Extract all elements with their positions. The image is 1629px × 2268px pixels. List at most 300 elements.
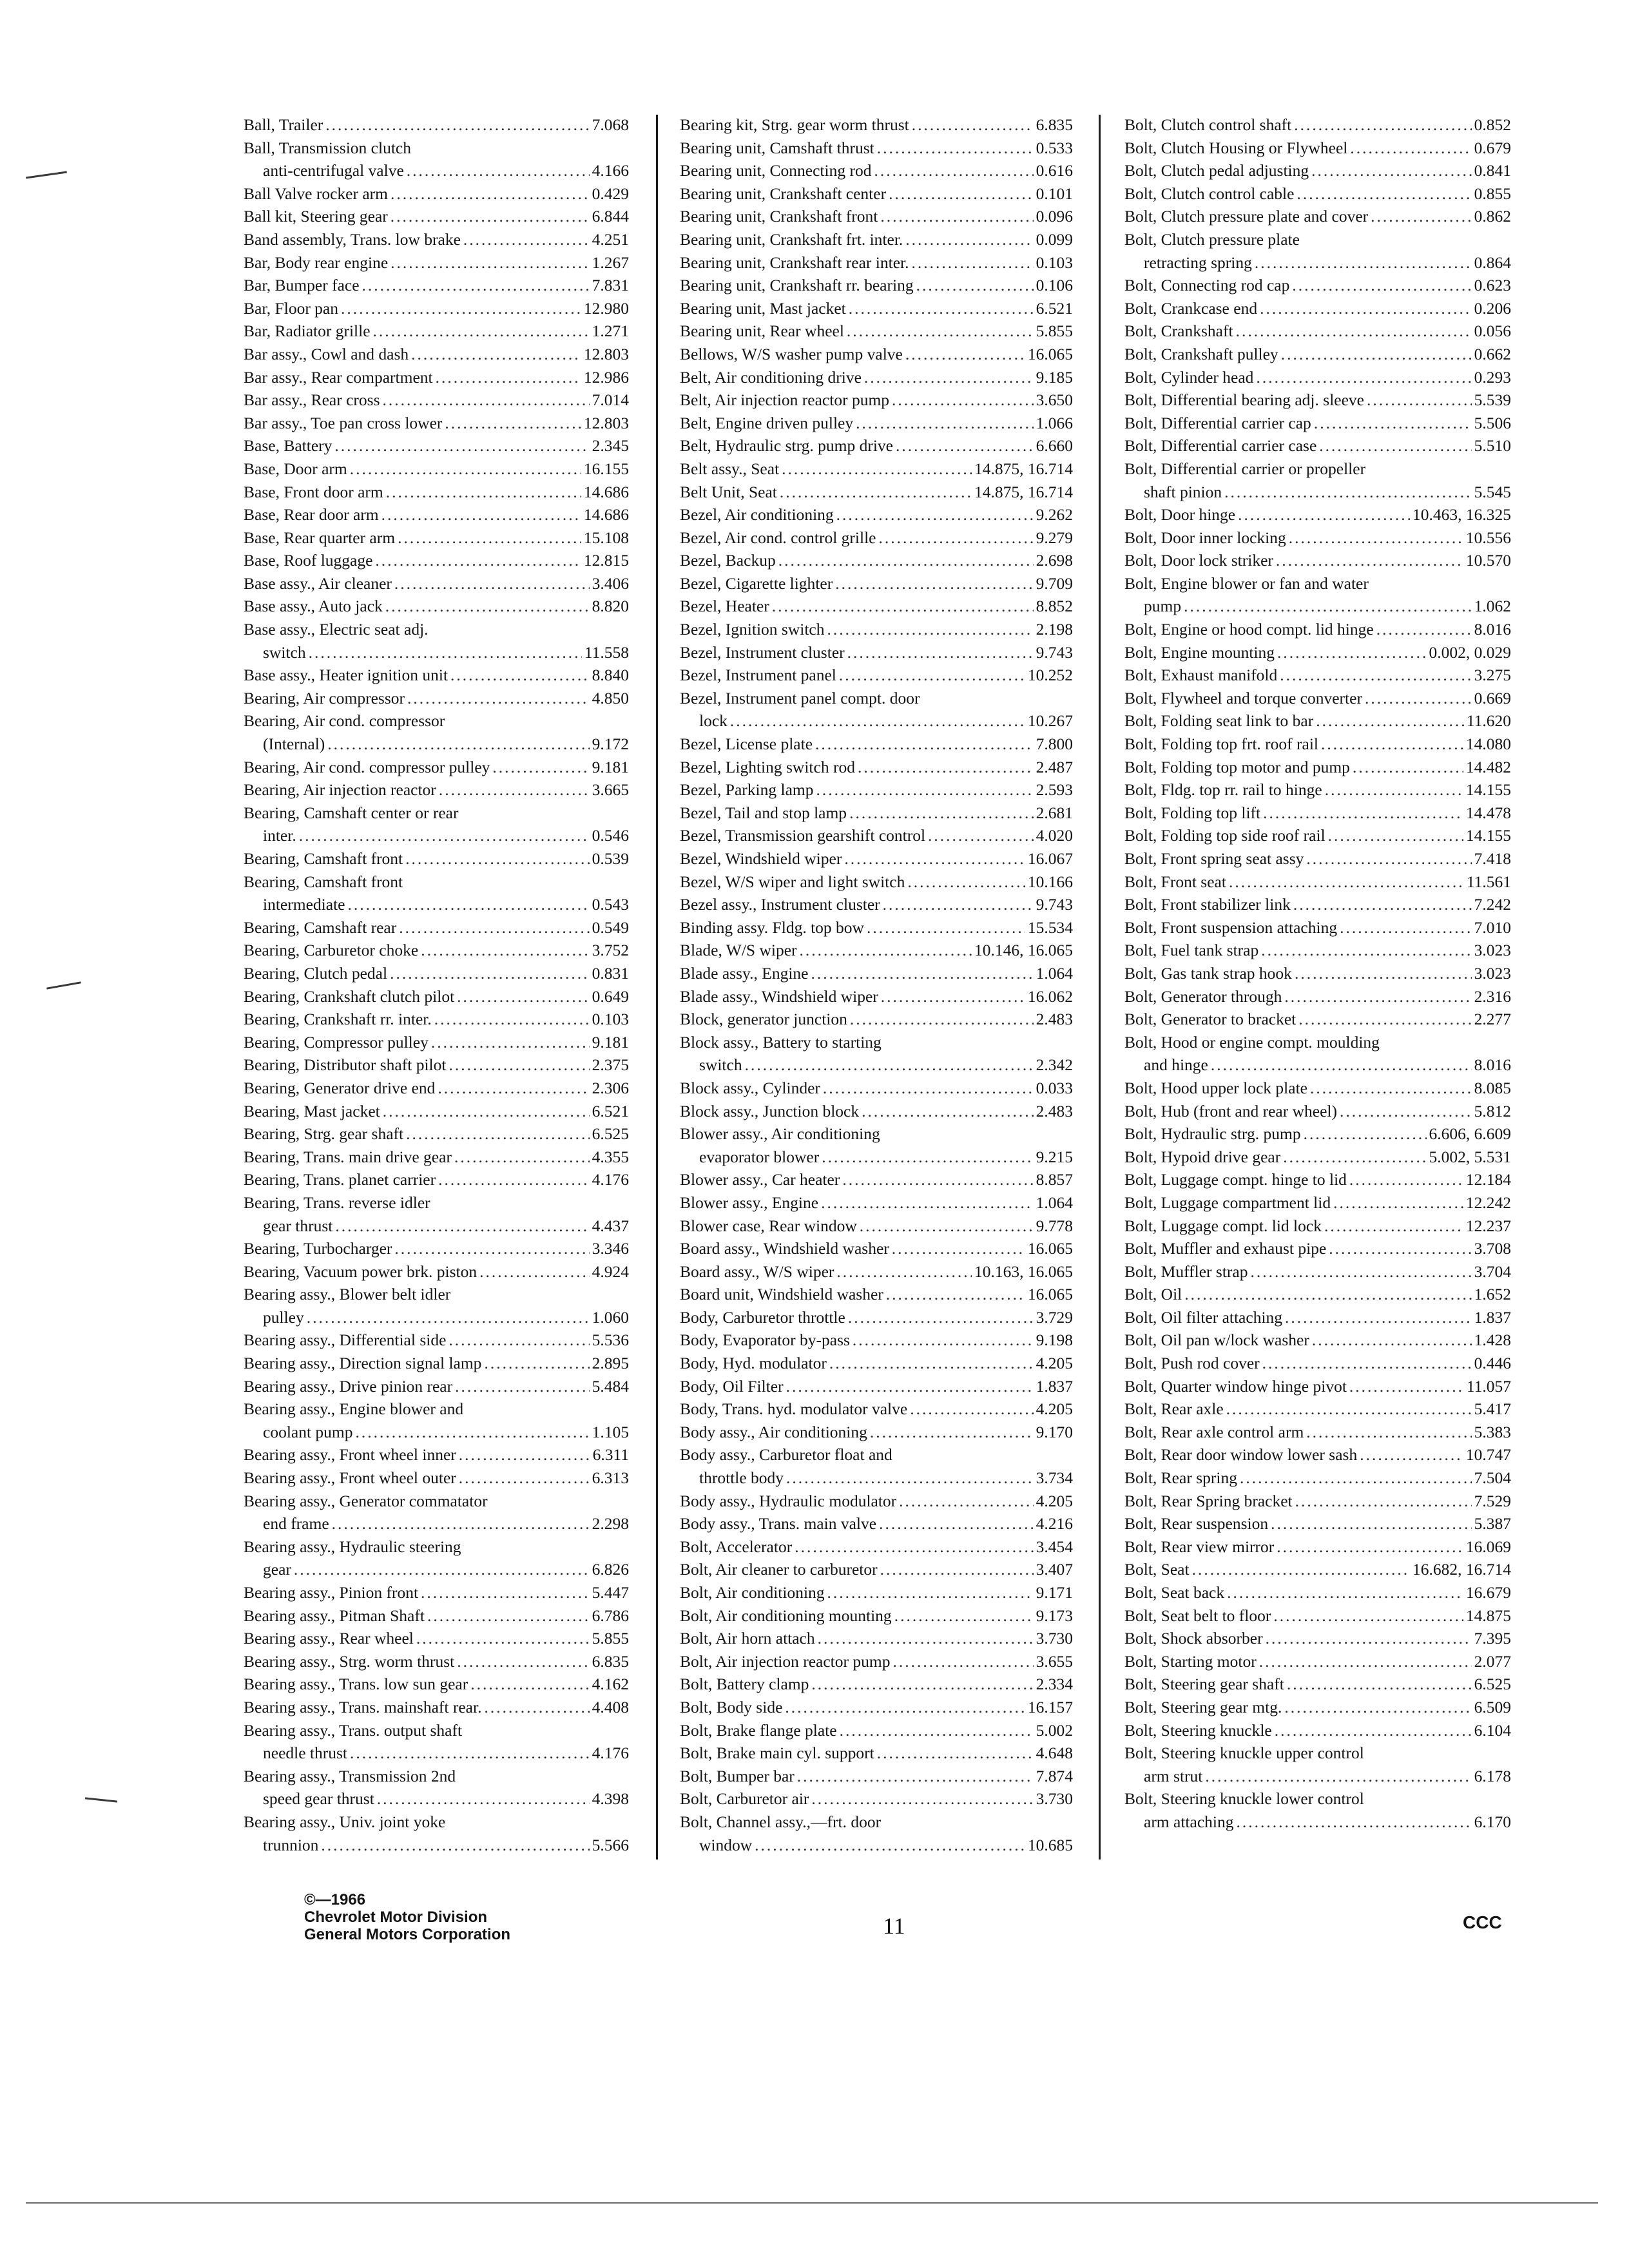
entry-label: Bearing, Clutch pedal [244, 963, 388, 983]
entry-reference: 16.155 [583, 459, 629, 478]
entry-label: Body, Hyd. modulator [680, 1354, 827, 1373]
leader-dots [1226, 1398, 1472, 1421]
index-entry [1124, 343, 1511, 366]
index-entry [680, 1053, 1073, 1077]
entry-reference: 10.556 [1465, 528, 1511, 547]
entry-label: intermediate [263, 895, 345, 914]
leader-dots [1184, 595, 1472, 618]
entry-label: inter. [263, 826, 296, 845]
entry-reference: 2.277 [1474, 1010, 1511, 1029]
index-entry [244, 251, 629, 274]
entry-reference: 10.747 [1465, 1445, 1511, 1465]
index-entry [680, 1306, 1073, 1329]
entry-reference: 7.395 [1474, 1629, 1511, 1648]
index-entry [1124, 962, 1511, 985]
entry-label: Bearing, Air cond. compressor pulley [244, 757, 490, 776]
index-column-2 [680, 113, 1073, 1856]
entry-label: Base, Battery [244, 436, 333, 456]
leader-dots [492, 756, 589, 779]
leader-dots [1273, 1604, 1463, 1628]
index-entry [680, 824, 1073, 847]
entry-label: Bar assy., Toe pan cross lower [244, 413, 443, 432]
leader-dots [1285, 1306, 1472, 1329]
index-entry [244, 1604, 629, 1628]
entry-reference: 11.558 [584, 642, 629, 662]
leader-dots [1314, 412, 1472, 435]
index-entry [244, 572, 629, 595]
entry-label: Bolt, Hypoid drive gear [1124, 1147, 1281, 1166]
index-entry [244, 1168, 629, 1191]
entry-label: Bearing unit, Camshaft thrust [680, 138, 874, 157]
entry-label: Bolt, Front seat [1124, 872, 1226, 891]
entry-label: Bolt, Clutch pedal adjusting [1124, 161, 1309, 180]
leader-dots [381, 503, 581, 526]
index-entry [1124, 205, 1511, 228]
index-entry [244, 343, 629, 366]
entry-reference: 1.837 [1474, 1307, 1511, 1327]
index-entry [1124, 802, 1511, 825]
entry-reference: 10.267 [1027, 711, 1073, 731]
leader-dots [309, 641, 582, 664]
entry-reference: 2.375 [592, 1055, 629, 1075]
entry-reference: 1.066 [1036, 413, 1073, 432]
index-entry [680, 756, 1073, 779]
entry-label: Bolt, Door hinge [1124, 505, 1236, 524]
index-entry [244, 1306, 629, 1329]
entry-label: Bearing unit, Crankshaft frt. inter. [680, 229, 903, 249]
index-entry [680, 481, 1073, 504]
entry-label: Bearing unit, Rear wheel [680, 322, 844, 341]
index-entry [244, 137, 629, 160]
entry-reference: 7.068 [592, 115, 629, 134]
leader-dots [730, 709, 1025, 733]
entry-reference: 0.855 [1474, 184, 1511, 203]
index-entry [680, 893, 1073, 916]
leader-dots [1229, 870, 1464, 894]
leader-dots [1295, 1490, 1472, 1513]
leader-dots [394, 572, 590, 595]
index-entry [244, 1650, 629, 1673]
entry-reference: 0.539 [592, 849, 629, 868]
entry-label: Bolt, Oil [1124, 1285, 1182, 1304]
entry-label: throttle body [699, 1468, 784, 1488]
entry-label: Bearing assy., Differential side [244, 1331, 447, 1350]
entry-label: Bolt, Gas tank strap hook [1124, 963, 1292, 983]
entry-label: Bearing, Camshaft front [244, 872, 403, 891]
leader-dots [795, 1535, 1033, 1559]
entry-label: Body assy., Air conditioning [680, 1422, 867, 1441]
entry-reference: 6.786 [592, 1606, 629, 1625]
index-entry [244, 320, 629, 343]
leader-dots [321, 1834, 589, 1857]
entry-label: Bar, Bumper face [244, 276, 360, 295]
entry-reference: 2.895 [592, 1354, 629, 1373]
entry-label: Bearing assy., Generator commatator [244, 1491, 488, 1510]
index-entry [680, 457, 1073, 481]
leader-dots [334, 434, 589, 457]
entry-reference: 0.549 [592, 918, 629, 937]
index-entry [680, 1558, 1073, 1581]
leader-dots [416, 1627, 590, 1650]
entry-label: Bolt, Hood upper lock plate [1124, 1078, 1307, 1097]
leader-dots [880, 205, 1033, 228]
leader-dots [874, 159, 1033, 182]
entry-reference: 5.855 [592, 1629, 629, 1648]
entry-label: Bolt, Differential carrier cap [1124, 413, 1311, 432]
leader-dots [1281, 343, 1472, 366]
leader-dots [755, 1834, 1025, 1857]
index-entry [680, 870, 1073, 894]
index-entry [244, 366, 629, 389]
leader-dots [1329, 1237, 1471, 1260]
entry-label: Bearing assy., Drive pinion rear [244, 1376, 453, 1396]
leader-dots [1192, 1558, 1410, 1581]
entry-reference: 3.454 [1036, 1537, 1073, 1556]
entry-label: Bolt, Folding top frt. roof rail [1124, 735, 1319, 754]
entry-label: gear thrust [263, 1216, 333, 1235]
leader-dots [1311, 159, 1471, 182]
entry-label: Bolt, Clutch pressure plate and cover [1124, 207, 1369, 226]
entry-label: Bezel, Backup [680, 551, 776, 570]
index-entry [1124, 595, 1511, 618]
entry-reference: 2.334 [1036, 1675, 1073, 1694]
index-entry [680, 1650, 1073, 1673]
entry-reference: 14.482 [1465, 757, 1511, 776]
entry-reference: 9.709 [1036, 573, 1073, 593]
entry-label: Bearing assy., Univ. joint yoke [244, 1812, 446, 1831]
entry-reference: 16.065 [1027, 1239, 1073, 1258]
leader-dots [780, 481, 972, 504]
leader-dots [1262, 1352, 1472, 1375]
entry-label: Bearing assy., Blower belt idler [244, 1285, 451, 1304]
index-entry [680, 641, 1073, 664]
entry-label: Bolt, Rear suspension [1124, 1514, 1269, 1533]
entry-label: and hinge [1144, 1055, 1208, 1075]
leader-dots [386, 481, 581, 504]
index-entry [1124, 939, 1511, 962]
index-entry [244, 1558, 629, 1581]
index-entry [244, 1375, 629, 1398]
entry-label: Bolt, Seat [1124, 1560, 1190, 1579]
leader-dots [800, 939, 972, 962]
entry-reference: 8.820 [592, 597, 629, 616]
leader-dots [398, 526, 581, 550]
index-entry [1124, 320, 1511, 343]
index-entry [680, 1787, 1073, 1811]
entry-reference: 5.387 [1474, 1514, 1511, 1533]
leader-dots [1280, 664, 1471, 687]
entry-label: Bar, Radiator grille [244, 322, 371, 341]
entry-label: Bearing assy., Front wheel outer [244, 1468, 456, 1488]
entry-reference: 0.623 [1474, 276, 1511, 295]
entry-reference: 9.743 [1036, 895, 1073, 914]
entry-reference: 2.593 [1036, 780, 1073, 800]
entry-label: arm attaching [1144, 1812, 1234, 1831]
leader-dots [879, 526, 1034, 550]
entry-label: Bolt, Muffler and exhaust pipe [1124, 1239, 1327, 1258]
index-entry [680, 159, 1073, 182]
publisher-block [304, 1891, 510, 1943]
index-entry [680, 1031, 1073, 1054]
leader-dots [785, 1696, 1025, 1719]
leader-dots [880, 1558, 1034, 1581]
index-entry [244, 1581, 629, 1604]
index-entry [244, 1512, 629, 1535]
leader-dots [325, 113, 589, 137]
entry-reference: 3.704 [1474, 1262, 1511, 1281]
entry-reference: 4.355 [592, 1147, 629, 1166]
entry-label: Bezel, Windshield wiper [680, 849, 842, 868]
index-entry [244, 824, 629, 847]
entry-label: Bolt, Crankshaft [1124, 322, 1233, 341]
leader-dots [294, 1558, 590, 1581]
entry-label: Body assy., Hydraulic modulator [680, 1491, 897, 1510]
entry-reference: 6.313 [592, 1468, 629, 1488]
entry-label: Bearing assy., Front wheel inner [244, 1445, 456, 1465]
index-entry [680, 1237, 1073, 1260]
entry-reference: 4.205 [1036, 1491, 1073, 1510]
entry-label: Blade assy., Engine [680, 963, 809, 983]
leader-dots [484, 1352, 589, 1375]
entry-reference: 0.106 [1036, 276, 1073, 295]
leader-dots [1353, 756, 1463, 779]
entry-label: Ball, Transmission clutch [244, 138, 411, 157]
index-entry [1124, 687, 1511, 710]
entry-label: Bearing unit, Connecting rod [680, 161, 872, 180]
entry-label: Base, Door arm [244, 459, 347, 478]
entry-reference: 3.665 [592, 780, 629, 800]
index-entry [244, 1031, 629, 1054]
leader-dots [1321, 733, 1463, 756]
entry-reference: 2.487 [1036, 757, 1073, 776]
index-entry [680, 1604, 1073, 1628]
entry-reference: 15.534 [1027, 918, 1073, 937]
entry-label: Belt, Hydraulic strg. pump drive [680, 436, 893, 456]
entry-reference: 4.205 [1036, 1399, 1073, 1419]
leader-dots [1263, 802, 1463, 825]
leader-dots [864, 366, 1034, 389]
leader-dots [1340, 1100, 1472, 1123]
index-entry [244, 1122, 629, 1146]
entry-label: Belt, Air conditioning drive [680, 367, 862, 387]
leader-dots [883, 893, 1034, 916]
entry-reference: 7.800 [1036, 735, 1073, 754]
entry-label: Bearing assy., Pitman Shaft [244, 1606, 425, 1625]
entry-reference: 14.080 [1465, 735, 1511, 754]
entry-label: Bolt, Air conditioning mounting [680, 1606, 892, 1625]
index-entry [244, 412, 629, 435]
entry-label: Blower assy., Engine [680, 1193, 819, 1212]
entry-reference: 9.173 [1036, 1606, 1073, 1625]
leader-dots [1271, 1512, 1472, 1535]
leader-dots [829, 1352, 1034, 1375]
entry-label: Bolt, Fuel tank strap [1124, 941, 1259, 960]
entry-reference: 9.171 [1036, 1583, 1073, 1602]
index-entry [1124, 1375, 1511, 1398]
index-entry [244, 687, 629, 710]
leader-dots [848, 1306, 1034, 1329]
index-entry [244, 962, 629, 985]
scan-edge-line [26, 2202, 1598, 2204]
entry-reference: 14.155 [1465, 780, 1511, 800]
entry-reference: 6.525 [1474, 1675, 1511, 1694]
entry-label: Bolt, Engine or hood compt. lid hinge [1124, 620, 1374, 639]
entry-reference: 2.316 [1474, 986, 1511, 1006]
leader-dots [867, 916, 1025, 939]
leader-dots [390, 251, 589, 274]
entry-label: Bolt, Rear view mirror [1124, 1537, 1275, 1556]
index-entry [1124, 985, 1511, 1008]
index-entry [244, 274, 629, 297]
entry-label: end frame [263, 1514, 329, 1533]
index-entry [244, 709, 629, 733]
entry-label: Bearing, Generator drive end [244, 1078, 436, 1097]
leader-dots [454, 1146, 590, 1169]
entry-reference: 6.509 [1474, 1697, 1511, 1716]
leader-dots [778, 549, 1034, 572]
leader-dots [407, 687, 590, 710]
index-entry [680, 1834, 1073, 1857]
leader-dots [375, 549, 581, 572]
index-entry [244, 1834, 629, 1857]
index-entry [680, 503, 1073, 526]
leader-dots [916, 274, 1034, 297]
leader-dots [350, 1742, 590, 1765]
index-entry [680, 1512, 1073, 1535]
index-entry [244, 1765, 629, 1788]
entry-reference: 3.407 [1036, 1560, 1073, 1579]
entry-label: Bearing, Carburetor choke [244, 941, 419, 960]
entry-label: Bar assy., Cowl and dash [244, 344, 409, 363]
index-entry [680, 1696, 1073, 1719]
leader-dots [1277, 641, 1426, 664]
entry-reference: 0.543 [592, 895, 629, 914]
index-entry [1124, 1215, 1511, 1238]
entry-label: Bearing assy., Rear wheel [244, 1629, 414, 1648]
index-entry [1124, 1077, 1511, 1100]
entry-reference: 7.504 [1474, 1468, 1511, 1488]
index-entry [244, 641, 629, 664]
leader-dots [797, 1765, 1034, 1788]
entry-reference: 7.418 [1474, 849, 1511, 868]
index-entry [680, 251, 1073, 274]
entry-label: Bolt, Steering knuckle [1124, 1720, 1272, 1740]
entry-label: Bolt, Connecting rod cap [1124, 276, 1290, 295]
entry-reference: 6.844 [592, 207, 629, 226]
entry-label: Bolt, Hydraulic strg. pump [1124, 1124, 1301, 1144]
index-entry [1124, 641, 1511, 664]
leader-dots [390, 962, 590, 985]
entry-reference: 4.398 [592, 1789, 629, 1809]
index-entry [680, 916, 1073, 939]
entry-reference: 2.698 [1036, 551, 1073, 570]
entry-label: Bar, Floor pan [244, 298, 338, 318]
entry-label: Bolt, Brake main cyl. support [680, 1744, 874, 1763]
entry-reference: 8.016 [1474, 1055, 1511, 1075]
entry-label: Bezel assy., Instrument cluster [680, 895, 880, 914]
index-entry [244, 1053, 629, 1077]
leader-dots [1294, 113, 1471, 137]
leader-dots [1283, 1146, 1426, 1169]
entry-label: window [699, 1835, 753, 1854]
entry-label: Bolt, Luggage compt. lid lock [1124, 1216, 1322, 1235]
index-entry [1124, 228, 1511, 251]
entry-reference: 9.743 [1036, 642, 1073, 662]
entry-reference: 9.778 [1036, 1216, 1073, 1235]
entry-reference: 9.215 [1036, 1147, 1073, 1166]
index-entry [1124, 1512, 1511, 1535]
index-entry [680, 1535, 1073, 1559]
entry-label: Bolt, Luggage compartment lid [1124, 1193, 1331, 1212]
entry-label: Block assy., Junction block [680, 1101, 860, 1120]
entry-label: Bolt, Folding top lift [1124, 803, 1261, 822]
entry-label: Bolt, Clutch control shaft [1124, 115, 1292, 134]
index-entry [1124, 1604, 1511, 1628]
entry-reference: 6.521 [1036, 298, 1073, 318]
index-entry [1124, 457, 1511, 481]
entry-label: Bearing assy., Trans. output shaft [244, 1720, 463, 1740]
entry-reference: 7.014 [592, 390, 629, 410]
leader-dots [818, 1627, 1034, 1650]
entry-reference: 0.546 [592, 826, 629, 845]
entry-label: Board unit, Windshield washer [680, 1285, 883, 1304]
leader-dots [439, 778, 590, 802]
entry-reference: 6.660 [1036, 436, 1073, 456]
entry-reference: 1.064 [1036, 1193, 1073, 1212]
leader-dots [899, 1490, 1033, 1513]
entry-reference: 8.016 [1474, 620, 1511, 639]
entry-label: Bolt, Folding top motor and pump [1124, 757, 1350, 776]
leader-dots [782, 457, 972, 481]
entry-label: Belt assy., Seat [680, 459, 780, 478]
leader-dots [436, 366, 581, 389]
entry-label: Bolt, Clutch control cable [1124, 184, 1295, 203]
entry-label: lock [699, 711, 728, 731]
entry-reference: 11.620 [1466, 711, 1511, 731]
leader-dots [912, 113, 1034, 137]
entry-label: Bolt, Hub (front and rear wheel) [1124, 1101, 1337, 1120]
leader-dots [816, 778, 1034, 802]
entry-reference: 16.065 [1027, 1285, 1073, 1304]
entry-reference: 3.275 [1474, 666, 1511, 685]
entry-reference: 3.655 [1036, 1651, 1073, 1671]
index-entry [1124, 1237, 1511, 1260]
entry-label: Body, Trans. hyd. modulator valve [680, 1399, 908, 1419]
entry-reference: 5.506 [1474, 413, 1511, 432]
entry-label: Body, Oil Filter [680, 1376, 784, 1396]
entry-reference: 11.561 [1466, 872, 1511, 891]
index-entry [1124, 137, 1511, 160]
index-entry [1124, 389, 1511, 412]
entry-reference: 3.730 [1036, 1629, 1073, 1648]
leader-dots [853, 1329, 1034, 1352]
index-entry [1124, 1581, 1511, 1604]
entry-label: Bolt, Flywheel and torque converter [1124, 688, 1362, 707]
leader-dots [1211, 1053, 1472, 1077]
leader-dots [858, 756, 1034, 779]
entry-label: Binding assy. Fldg. top bow [680, 918, 864, 937]
leader-dots [892, 1237, 1025, 1260]
leader-dots [438, 1168, 590, 1191]
index-entry [1124, 1306, 1511, 1329]
entry-label: (Internal) [263, 735, 325, 754]
entry-reference: 3.752 [592, 941, 629, 960]
index-entry [1124, 159, 1511, 182]
leader-dots [1349, 1168, 1463, 1191]
entry-reference: 2.483 [1036, 1101, 1073, 1120]
leader-dots [1227, 1581, 1463, 1604]
entry-reference: 2.483 [1036, 1010, 1073, 1029]
